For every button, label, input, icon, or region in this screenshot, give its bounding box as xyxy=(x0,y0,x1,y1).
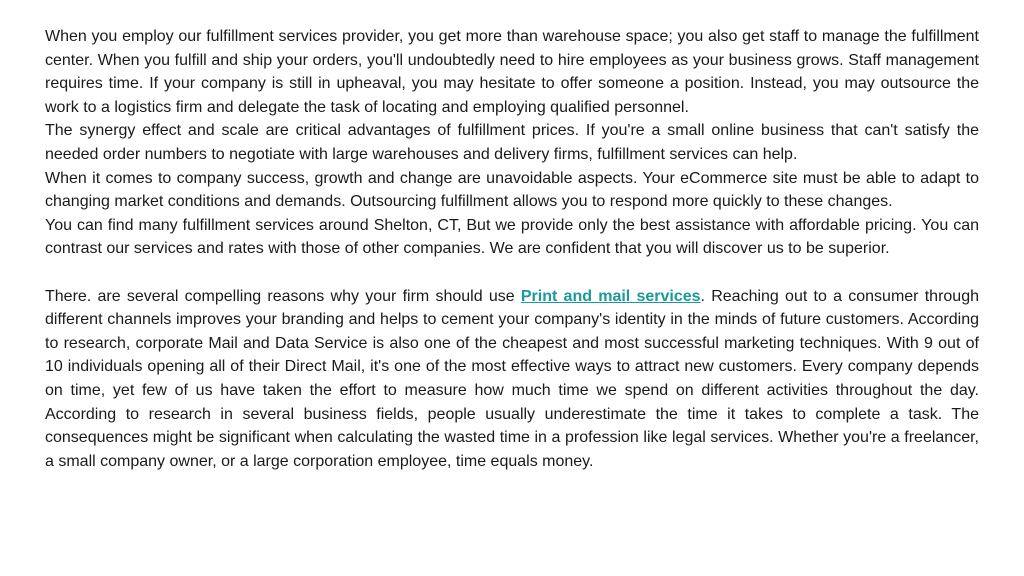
paragraph-shelton: You can find many fulfillment services around Shelton, CT, But we provide only the best assistance with affordable pricing. You can contrast our services and rates with those of other companies. We are confident that you will discover us to be superior. xyxy=(45,216,979,258)
paragraph-spacer xyxy=(45,261,979,285)
print-and-mail-services-link[interactable]: Print and mail services xyxy=(520,287,701,305)
paragraph-print-mail xyxy=(45,285,979,474)
paragraph-staffing: When you employ our fulfillment services provider, you get more than warehouse space; you also get staff to manage the fulfillment center. When you fulfill and ship your orders, you'll undoubtedly need to hire employees as your business grows. Staff management requires time. If your company is still in upheaval, you may hesitate to offer someone a position. Instead, you may outsource the work to a logistics firm and delegate the task of locating and employing qualified personnel. xyxy=(45,28,979,116)
paragraph-synergy: The synergy effect and scale are critical advantages of fulfillment prices. If you're a small online business that can't satisfy the needed order numbers to negotiate with large warehouses and delivery firms, fulfillment services can help. xyxy=(45,122,979,163)
paragraph-growth: When it comes to company success, growth and change are unavoidable aspects. Your eCommerce site must be able to adapt to changing market conditions and demands. Outsourcing fulfillment allows you to respond more quickly to these changes. xyxy=(45,169,979,211)
paragraph-text-after-link: . Reaching out to a consumer through different channels improves your branding and helps to cement your company's identity in the minds of future customers. According to research, corporate Mail and Data Service is also one of the cheapest and most successful marketing techniques. With 9 out of 10 individuals opening all of their Direct Mail, it's one of the most effective ways to attract new customers. Every company depends on time, yet few of us have taken the effort to measure how much time we spend on different activities throughout the day. According to research in several business fields, people usually underestimate the time it takes to complete a task. The consequences might be significant when calculating the wasted time in a profession like legal services. Whether you're a freelancer, a small company owner, or a large corporation employee, time equals money. xyxy=(45,287,979,470)
paragraph-text-before-link: There. are several compelling reasons why your firm should use xyxy=(45,287,521,305)
document-body xyxy=(45,25,979,473)
